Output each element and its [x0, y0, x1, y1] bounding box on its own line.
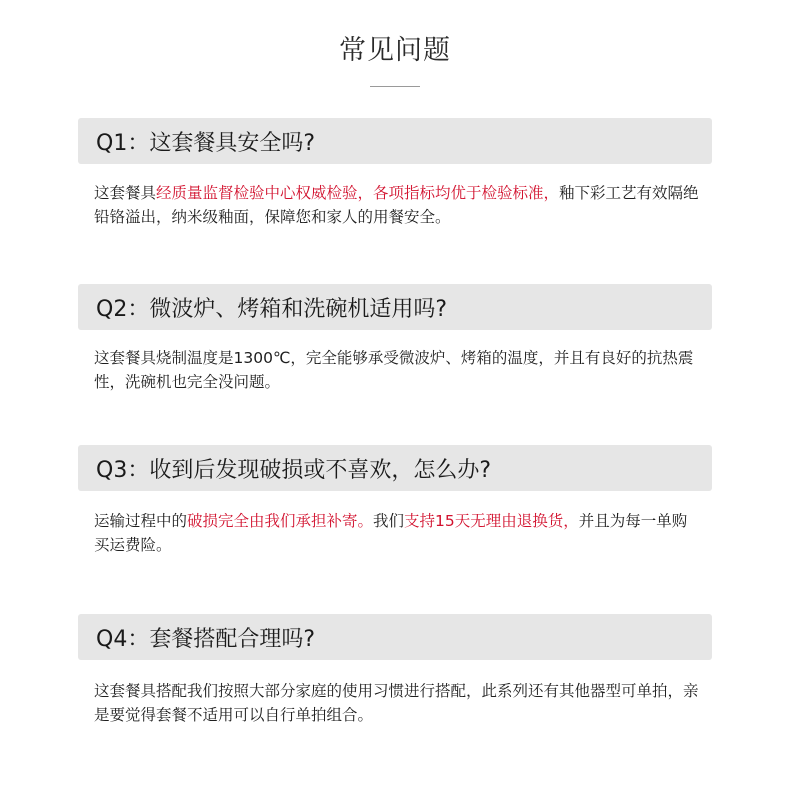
answer-text: [94, 509, 700, 557]
question-text: Q3：收到后发现破损或不喜欢，怎么办?: [96, 457, 491, 483]
question-bar: [78, 614, 712, 660]
page-title: 常见问题: [339, 35, 451, 66]
answer-segment: 运输过程中的: [94, 512, 188, 530]
answer-segment: 我们: [373, 512, 405, 530]
question-bar: [78, 284, 712, 330]
answer-segment-highlight: 支持15天无理由退换货，: [404, 512, 579, 530]
answer-text: [94, 181, 700, 229]
answer-segment: 这套餐具烧制温度是1300℃，完全能够承受微波炉、烤箱的温度，并且有良好的抗热震性，洗碗机也完全没问题。: [94, 349, 694, 391]
answer-segment: 并且为每一单购买运费险。: [94, 512, 688, 554]
answer-segment-highlight: 破损完全由我们承担补寄。: [187, 512, 374, 530]
question-text: Q4：套餐搭配合理吗?: [96, 626, 315, 652]
answer-text: [94, 346, 700, 394]
answer-segment: 这套餐具: [94, 184, 157, 202]
answer-segment: 这套餐具搭配我们按照大部分家庭的使用习惯进行搭配，此系列还有其他器型可单拍，亲是要觉得套餐不适用可以自行单拍组合。: [94, 682, 699, 724]
answer-segment: 釉下彩工艺有效隔绝铅铬溢出，纳米级釉面，保障您和家人的用餐安全。: [94, 184, 699, 226]
question-text: Q1：这套餐具安全吗?: [96, 130, 315, 156]
question-text: Q2：微波炉、烤箱和洗碗机适用吗?: [96, 296, 447, 322]
answer-segment-highlight: 经质量监督检验中心权威检验，各项指标均优于检验标准，: [156, 184, 560, 202]
question-bar: [78, 445, 712, 491]
title-divider: [370, 86, 420, 87]
question-bar: [78, 118, 712, 164]
answer-text: [94, 679, 700, 727]
